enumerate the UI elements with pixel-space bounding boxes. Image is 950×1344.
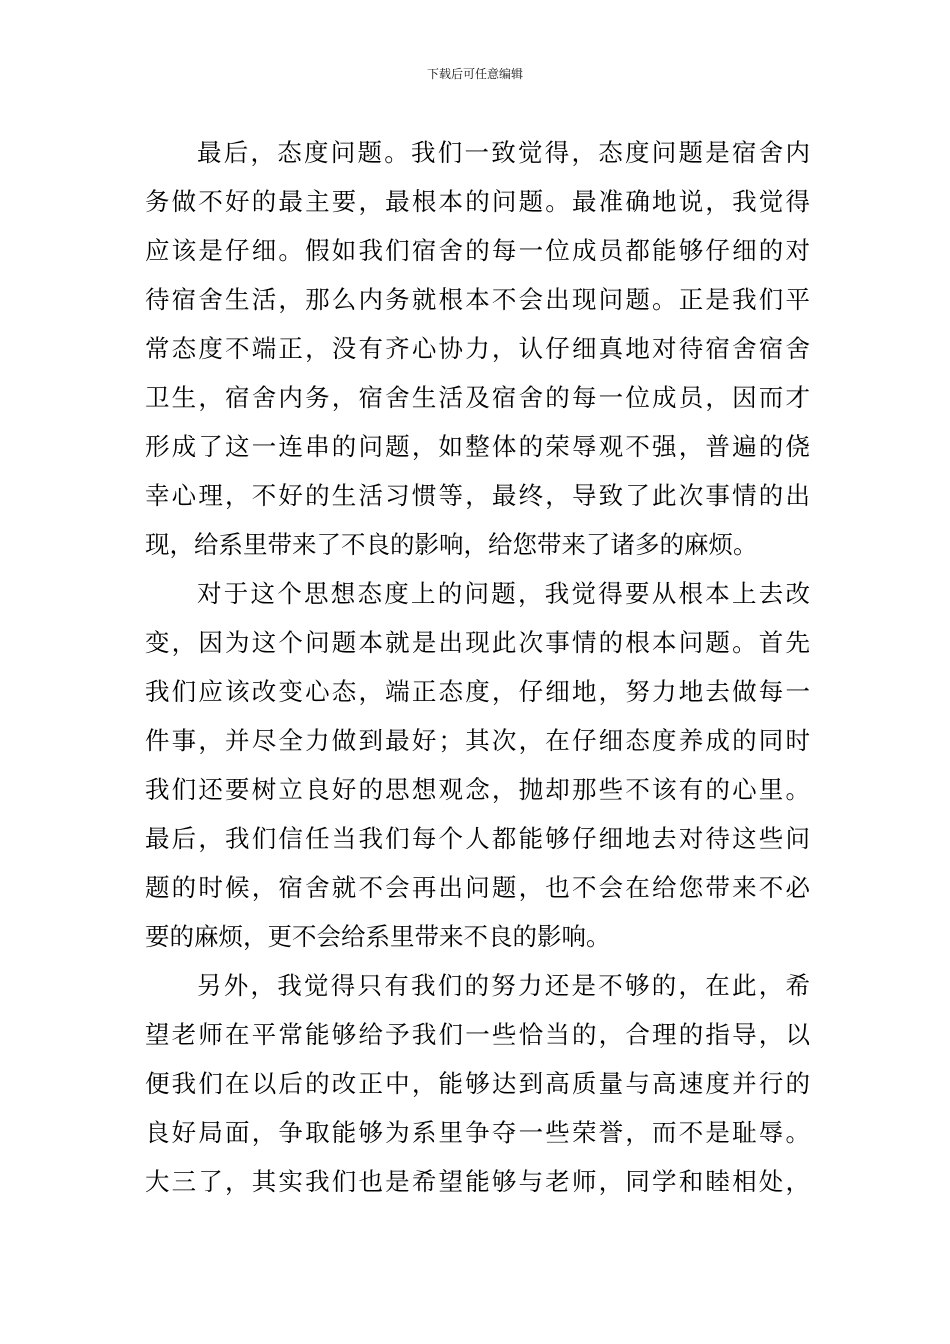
paragraph-1-line-4: 待宿舍生活，那么内务就根本不会出现问题。正是我们平 bbox=[145, 285, 810, 314]
paragraph-2-line-1: 对于这个思想态度上的问题，我觉得要从根本上去改 bbox=[197, 579, 810, 608]
paragraph-1-line-1: 最后，态度问题。我们一致觉得，态度问题是宿舍内 bbox=[197, 138, 810, 167]
paragraph-2-line-5: 我们还要树立良好的思想观念，抛却那些不该有的心里。 bbox=[145, 775, 810, 804]
paragraph-3-line-5: 大三了，其实我们也是希望能够与老师，同学和睦相处， bbox=[145, 1167, 810, 1196]
paragraph-2-line-8: 要的麻烦，更不会给系里带来不良的影响。 bbox=[145, 922, 611, 951]
paragraph-3-line-1: 另外，我觉得只有我们的努力还是不够的，在此，希 bbox=[197, 971, 810, 1000]
paragraph-1-line-2: 务做不好的最主要，最根本的问题。最准确地说，我觉得 bbox=[145, 187, 810, 216]
paragraph-2-line-4: 件事，并尽全力做到最好；其次，在仔细态度养成的同时 bbox=[145, 726, 810, 755]
paragraph-1-line-5: 常态度不端正，没有齐心协力，认仔细真地对待宿舍宿舍 bbox=[145, 334, 810, 363]
paragraph-3-line-2: 望老师在平常能够给予我们一些恰当的，合理的指导，以 bbox=[145, 1020, 810, 1049]
page-header: 下载后可任意编辑 bbox=[426, 67, 523, 81]
paragraph-1-line-9: 现，给系里带来了不良的影响，给您带来了诸多的麻烦。 bbox=[145, 530, 758, 559]
paragraph-3-line-4: 良好局面，争取能够为系里争夺一些荣誉，而不是耻辱。 bbox=[145, 1118, 810, 1147]
paragraph-1-line-8: 幸心理，不好的生活习惯等，最终，导致了此次事情的出 bbox=[145, 481, 810, 510]
paragraph-2-line-3: 我们应该改变心态，端正态度，仔细地，努力地去做每一 bbox=[145, 677, 810, 706]
document-body bbox=[145, 128, 810, 1206]
paragraph-1-line-7: 形成了这一连串的问题，如整体的荣辱观不强，普遍的侥 bbox=[145, 432, 810, 461]
paragraph-2-line-2: 变，因为这个问题本就是出现此次事情的根本问题。首先 bbox=[145, 628, 810, 657]
paragraph-2-line-6: 最后，我们信任当我们每个人都能够仔细地去对待这些问 bbox=[145, 824, 810, 853]
paragraph-2-line-7: 题的时候，宿舍就不会再出问题，也不会在给您带来不必 bbox=[145, 873, 810, 902]
paragraph-1-line-3: 应该是仔细。假如我们宿舍的每一位成员都能够仔细的对 bbox=[145, 236, 810, 265]
paragraph-3-line-3: 便我们在以后的改正中，能够达到高质量与高速度并行的 bbox=[145, 1069, 810, 1098]
paragraph-1-line-6: 卫生，宿舍内务，宿舍生活及宿舍的每一位成员，因而才 bbox=[145, 383, 810, 412]
